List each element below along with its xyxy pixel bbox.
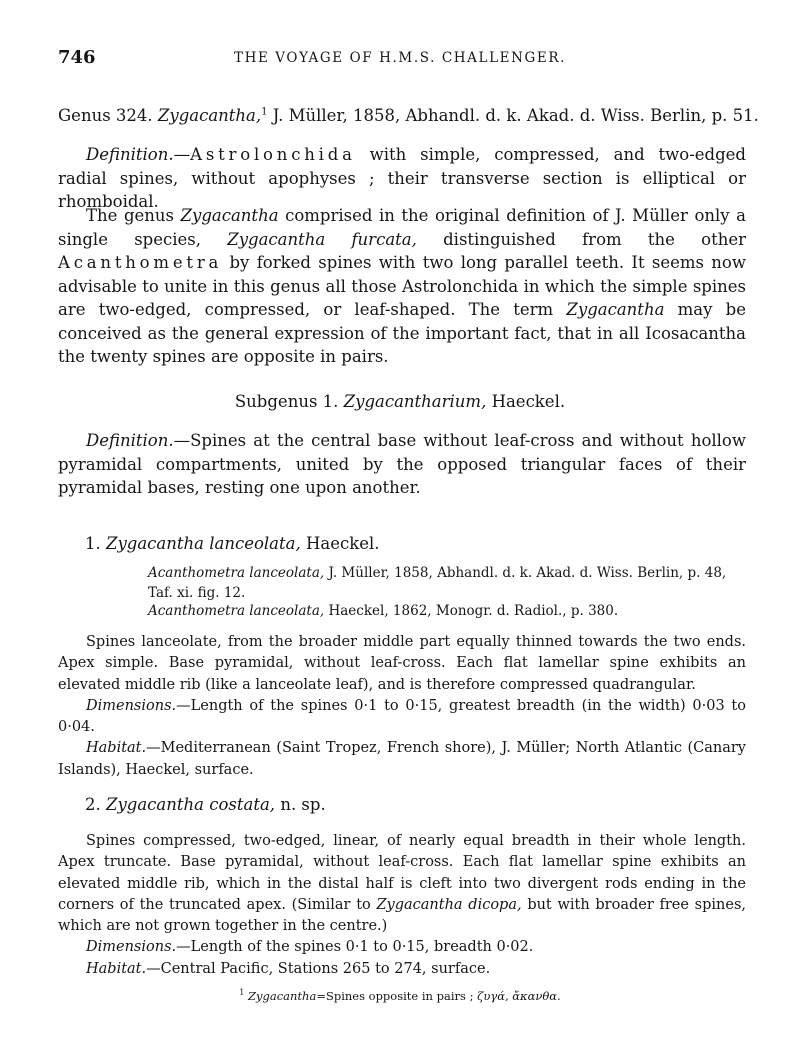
genus-definition xyxy=(58,143,746,214)
species-2-author: n. sp. xyxy=(280,795,326,814)
species-2-name: Zygacantha costata, xyxy=(106,795,276,814)
intro-name-2: Zygacantha furcata, xyxy=(227,229,417,249)
species-2-number: 2. xyxy=(85,795,101,814)
species-2-body xyxy=(58,831,746,980)
species-1-synonym xyxy=(148,563,748,603)
genus-name: Zygacantha, xyxy=(157,106,262,125)
species-1-name: Zygacantha lanceolata, xyxy=(106,534,301,553)
habitat-text: —Mediterranean (Saint Tropez, French shore), J. Müller; North Atlantic (Canary Islands), Haeckel, surface. xyxy=(58,740,746,778)
intro-text-1: The genus xyxy=(86,206,174,225)
intro-group: Acanthometra xyxy=(58,253,223,272)
footnote-text: =Spines opposite in pairs ; xyxy=(316,988,474,1003)
habitat-label: Habitat. xyxy=(86,960,147,977)
species-1-description: Spines lanceolate, from the broader middle part equally thinned towards the two ends. Apex simple. Base pyramidal, without leaf-cross. Each flat lamellar spine exhibits an elevated middle rib (like a lanceolate leaf), and is therefore compressed quadrangular. xyxy=(58,634,746,693)
species-1-number: 1. xyxy=(85,534,101,553)
subgenus-definition-text: Spines at the central base without leaf-cross and without hollow pyramidal compartments, united by the opposed triangular faces of their pyramidal bases, resting one upon another. xyxy=(58,431,746,497)
species-2-description xyxy=(58,831,746,937)
definition-label: Definition. xyxy=(86,145,174,164)
synonym-reference: J. Müller, 1858, Abhandl. d. k. Akad. d. Wiss. Berlin, p. 48, Taf. xi. fig. 12. xyxy=(148,565,727,601)
intro-text-3: distinguished from the other xyxy=(443,229,746,249)
footnote-ref: 1 xyxy=(261,106,268,118)
page-number: 746 xyxy=(58,47,96,68)
footnote-greek: ζυγά, ἄκανθα. xyxy=(477,988,561,1003)
genus-intro-paragraph xyxy=(58,204,746,369)
species-2-description-a: Spines compressed, two-edged, linear, of nearly equal breadth in their whole length. Apex truncate. Base pyramidal, without leaf-cross. Each flat lamellar spine exhibits an elevated middle rib, which in the distal half is cleft into two divergent rods ending in the corners of the truncated apex. (Similar to xyxy=(58,833,746,913)
synonym-name: Acanthometra lanceolata, xyxy=(148,603,325,619)
dimensions-text: —Length of the spines 0·1 to 0·15, breadth 0·02. xyxy=(176,939,534,956)
intro-name-3: Zygacantha xyxy=(566,300,665,319)
intro-text-4: by forked spines with two long parallel teeth. It seems now advisable to unite in this genus all those Astrolonchida in which the simple spines are two-edged, compressed, or leaf-shaped. The term xyxy=(58,253,746,319)
species-1-body xyxy=(58,632,746,781)
dimensions-label: Dimensions. xyxy=(86,939,177,956)
species-1-author: Haeckel. xyxy=(306,534,380,553)
synonym-name: Acanthometra lanceolata, xyxy=(148,565,325,581)
species-2-title xyxy=(85,795,326,814)
species-2-habitat xyxy=(58,959,746,980)
definition-group: Astrolonchida xyxy=(190,145,356,164)
subgenus-name: Zygacantharium, xyxy=(343,392,487,411)
subgenus-author: Haeckel. xyxy=(491,392,566,411)
synonym-reference: Haeckel, 1862, Monogr. d. Radiol., p. 380. xyxy=(328,603,619,619)
genus-heading xyxy=(58,106,759,125)
definition-text: with simple, compressed, and two-edged radial spines, without apophyses ; their transverse section is elliptical or rhomboidal. xyxy=(58,145,746,211)
habitat-text: —Central Pacific, Stations 265 to 274, surface. xyxy=(146,960,491,977)
intro-text-5: may be conceived as the general expression of the important fact, that in all Icosacantha the twenty spines are opposite in pairs. xyxy=(58,300,746,366)
running-title: THE VOYAGE OF H.M.S. CHALLENGER. xyxy=(233,50,567,66)
species-2-compare-name: Zygacantha dicopa, xyxy=(376,896,522,913)
subgenus-label: Subgenus 1. xyxy=(234,392,339,411)
habitat-label: Habitat. xyxy=(86,740,147,757)
subgenus-definition-label: Definition. xyxy=(86,431,174,450)
dimensions-text: —Length of the spines 0·1 to 0·15, greatest breadth (in the width) 0·03 to 0·04. xyxy=(58,697,746,736)
footnote xyxy=(0,988,800,1003)
species-1-dimensions xyxy=(58,696,746,739)
footnote-mark: 1 xyxy=(239,988,245,997)
definition-dash: — xyxy=(173,145,191,164)
species-1-title xyxy=(85,534,380,553)
genus-citation: J. Müller, 1858, Abhandl. d. k. Akad. d. Wiss. Berlin, p. 51. xyxy=(272,106,759,125)
genus-label: Genus 324. xyxy=(58,106,153,125)
footnote-term: Zygacantha xyxy=(248,988,317,1003)
species-1-habitat xyxy=(58,738,746,781)
species-1-synonym xyxy=(148,603,618,619)
dimensions-label: Dimensions. xyxy=(86,697,177,714)
species-2-description-b: but with broader free spines, which are not grown together in the centre.) xyxy=(58,896,746,935)
subgenus-definition xyxy=(58,429,746,500)
subgenus-definition-dash: — xyxy=(173,431,191,450)
intro-name-1: Zygacantha xyxy=(180,206,279,225)
subgenus-heading xyxy=(0,392,800,411)
species-2-dimensions xyxy=(58,937,746,958)
intro-text-2: comprised in the original definition of J. Müller only a single species, xyxy=(58,206,746,249)
